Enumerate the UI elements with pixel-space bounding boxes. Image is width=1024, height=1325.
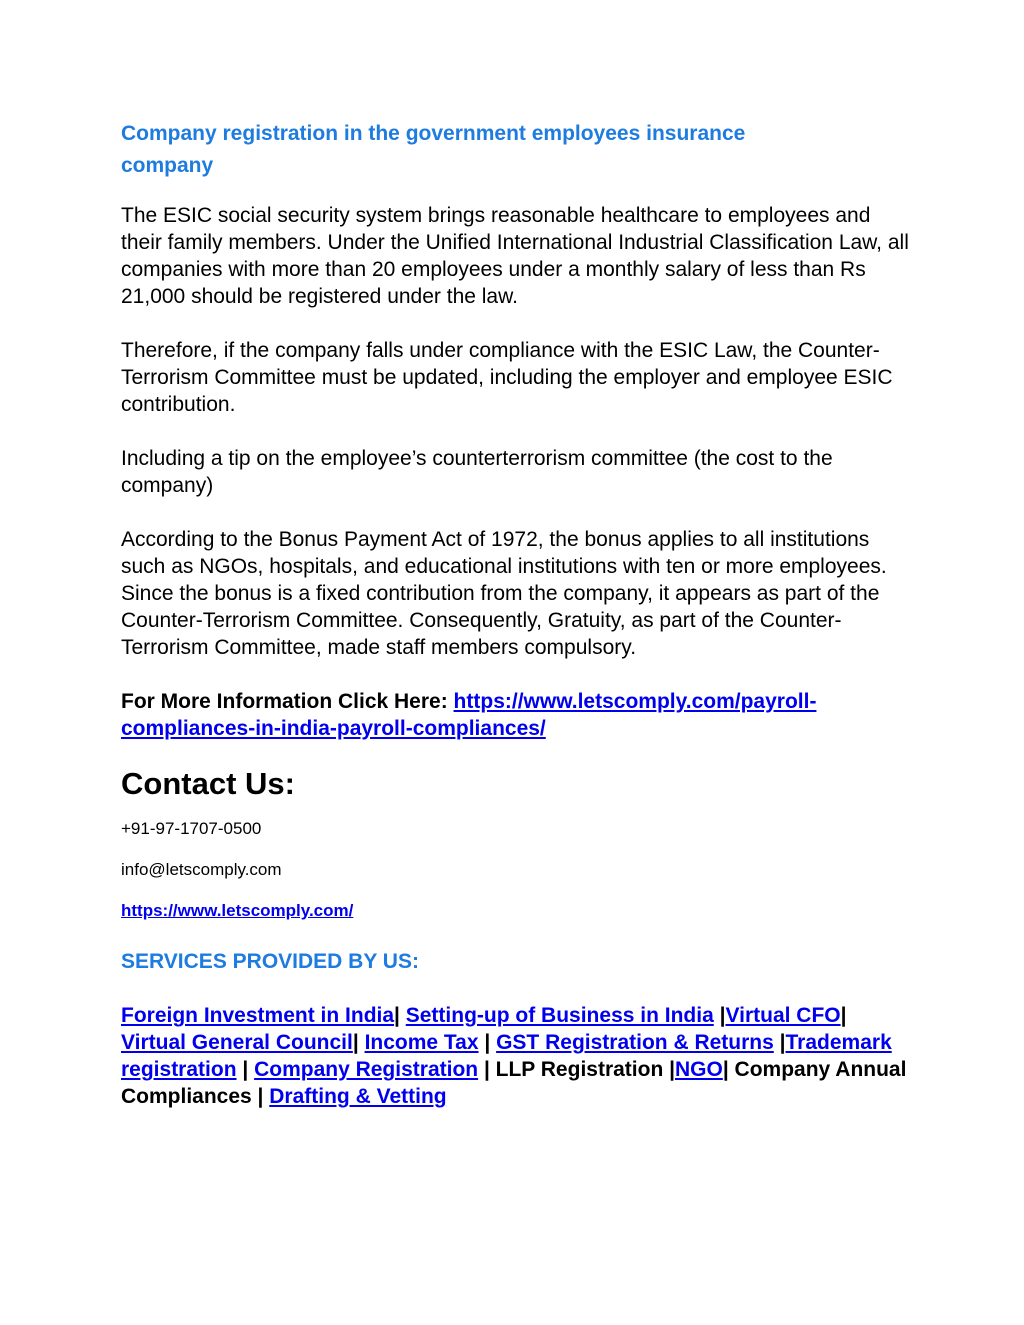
document-heading: Company registration in the government employees insurance company [121, 122, 746, 177]
separator: | [773, 1031, 786, 1054]
service-foreign-investment-link[interactable]: Foreign Investment in India [121, 1004, 395, 1027]
service-setting-up-link[interactable]: Setting-up of Business in India [405, 1004, 714, 1027]
service-annual-text: | Company Annual Compliances | [121, 1058, 907, 1108]
contact-title: Contact Us: [121, 766, 295, 801]
payroll-compliances-link[interactable]: https://www.letscomply.com/payroll-compliances-in-india-payroll-compliances/ [121, 690, 817, 740]
service-gst-link[interactable]: GST Registration & Returns [496, 1031, 774, 1054]
service-virtual-cfo-link[interactable]: Virtual CFO [725, 1004, 841, 1027]
contact-phone: +91-97-1707-0500 [121, 819, 262, 838]
service-drafting-link[interactable]: Drafting & Vetting [269, 1085, 447, 1108]
services-list [121, 1002, 911, 1110]
separator: | [352, 1031, 365, 1054]
service-virtual-council-link[interactable]: Virtual General Council [121, 1031, 353, 1054]
contact-website-line [121, 900, 906, 922]
more-info-line [121, 688, 911, 742]
service-trademark-link[interactable]: Trademark registration [121, 1031, 892, 1081]
paragraph-bonus-act: According to the Bonus Payment Act of 1972, the bonus applies to all institutions such as NGOs, hospitals, and educational institutions with ten or more employees. Since the bonus is a fixed contribution from the company, it appears as part of the Counter-Terrorism Committee. Consequently, Gratuity, as part of the Counter-Terrorism Committee, made staff members compulsory. [121, 528, 887, 659]
service-company-registration-link[interactable]: Company Registration [254, 1058, 479, 1081]
services-title: SERVICES PROVIDED BY US: [121, 950, 419, 973]
paragraph-esic-compliance: Therefore, if the company falls under compliance with the ESIC Law, the Counter-Terrorism Committee must be updated, including the employer and employee ESIC contribution. [121, 339, 893, 416]
contact-website-link[interactable]: https://www.letscomply.com/ [121, 901, 354, 920]
service-income-tax-link[interactable]: Income Tax [364, 1031, 479, 1054]
contact-email: info@letscomply.com [121, 860, 282, 879]
separator: | [394, 1004, 406, 1027]
more-info-label: For More Information Click Here: [121, 690, 454, 713]
separator: | [840, 1004, 847, 1027]
separator: | [236, 1058, 255, 1081]
separator: | [478, 1031, 497, 1054]
separator: | [713, 1004, 726, 1027]
service-llp-text: | LLP Registration | [478, 1058, 675, 1081]
service-ngo-link[interactable]: NGO [675, 1058, 723, 1081]
paragraph-cost-tip: Including a tip on the employee’s counterterrorism committee (the cost to the company) [121, 447, 833, 497]
paragraph-esic-intro: The ESIC social security system brings reasonable healthcare to employees and their family members. Under the Unified International Industrial Classification Law, all companies with more than 20 employees under a monthly salary of less than Rs 21,000 should be registered under the law. [121, 204, 909, 308]
